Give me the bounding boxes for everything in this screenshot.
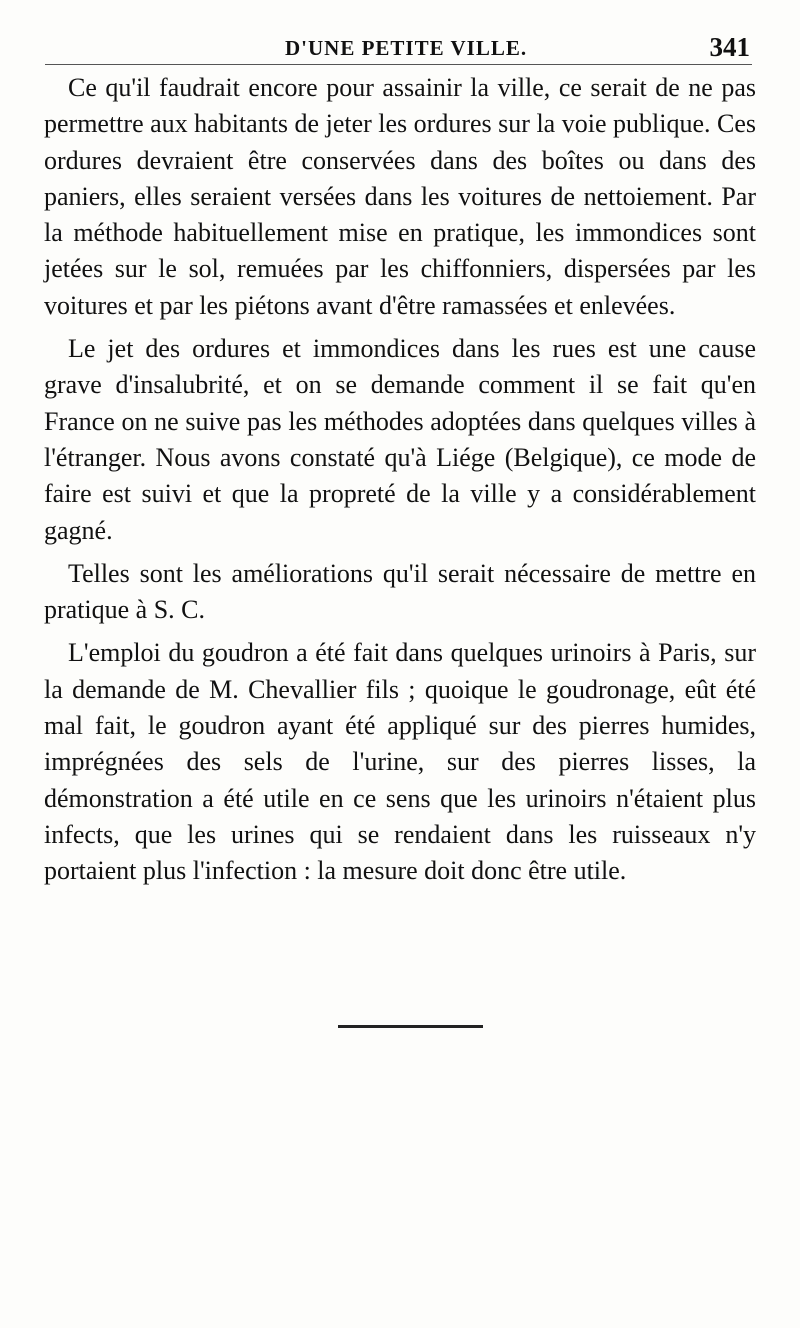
page-number: 341 <box>709 32 750 62</box>
paragraph-tar-urinals: L'emploi du goudron a été fait dans quelques urinoirs à Paris, sur la demande de M. Chevallier fils ; quoique le goudronage, eût été mal fait, le goudron ayant été appliqué sur des pierres humides, imprégnées des sels de l'urine, sur des pierres lisses, la démonstration a été utile en ce sens que les urinoirs n'étaient plus infects, que les urines qui se rendaient dans les ruisseaux n'y portaient plus l'infection : la mesure doit donc être utile. <box>44 638 756 886</box>
page-header <box>45 30 752 66</box>
header-rule <box>45 64 752 65</box>
running-head: D'UNE PETITE VILLE. <box>285 36 528 60</box>
paragraph-sanitation: Ce qu'il faudrait encore pour assainir la ville, ce serait de ne pas permettre aux habitants de jeter les ordures sur la voie publique. Ces ordures devraient être conservées dans des boîtes ou dans des paniers, elles seraient versées dans les voitures de nettoiement. Par la méthode habituellement mise en pratique, les immondices sont jetées sur le sol, remuées par les chiffonniers, dispersées par les voitures et par les piétons avant d'être ramassées et enlevées. <box>44 73 756 320</box>
body-text <box>44 70 756 897</box>
section-end-rule <box>338 1025 483 1028</box>
paragraph-improvements: Telles sont les améliorations qu'il serait nécessaire de mettre en pratique à S. C. <box>44 558 756 625</box>
paragraph-refuse-in-streets: Le jet des ordures et immondices dans les rues est une cause grave d'insalubrité, et on se demande comment il se fait qu'en France on ne suive pas les méthodes adoptées dans quelques villes à l'étranger. Nous avons constaté qu'à Liége (Belgique), ce mode de faire est suivi et que la propreté de la ville y a considérablement gagné. <box>44 334 756 545</box>
